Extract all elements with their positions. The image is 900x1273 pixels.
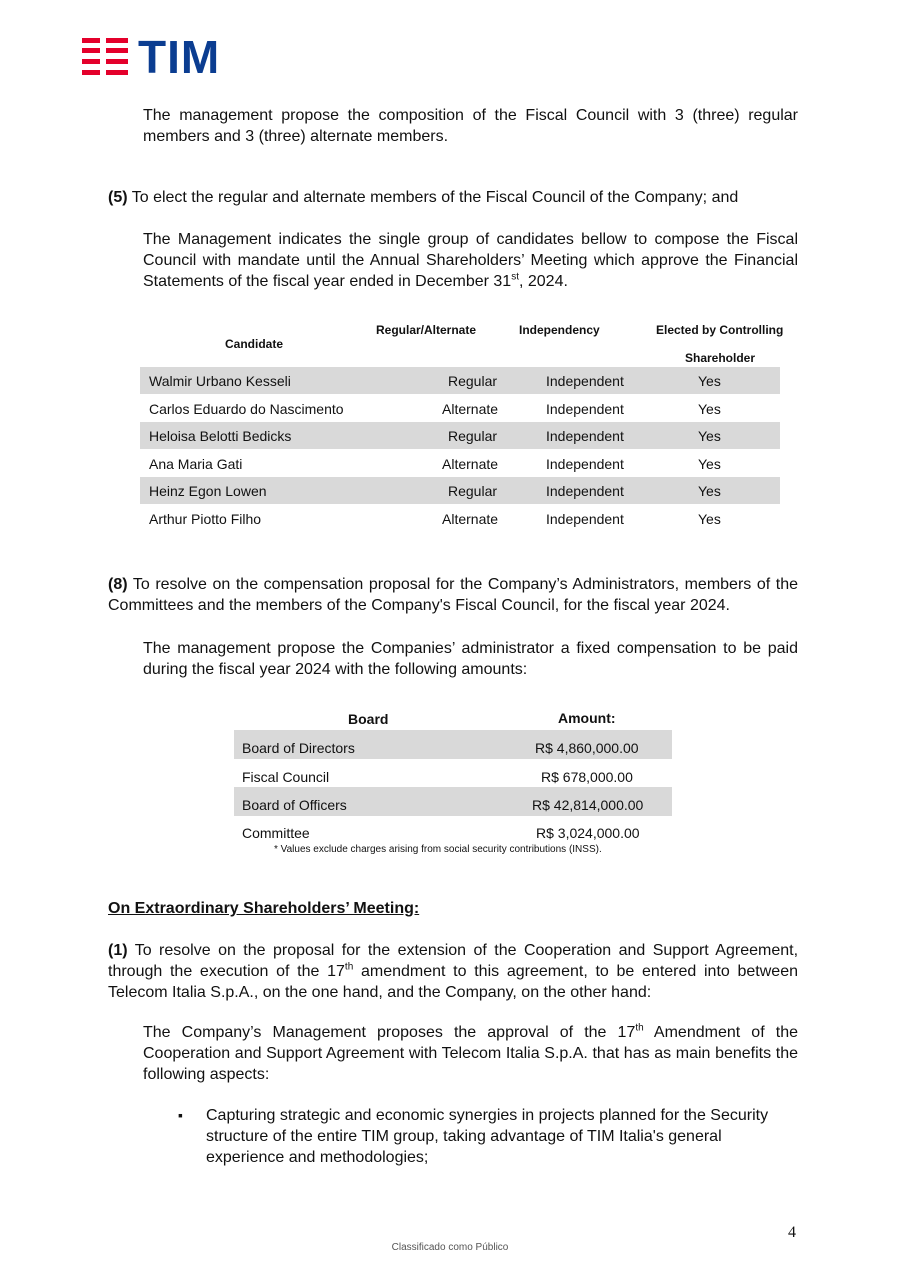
section-heading: On Extraordinary Shareholders’ Meeting: [108,900,420,917]
paragraph-amendment [143,1022,798,1085]
cell-board: Fiscal Council [242,769,330,785]
cell-type: Alternate [442,511,499,527]
header-elected-1: Elected by Controlling [656,323,784,337]
cell-independency: Independent [546,483,624,499]
table-row [140,422,780,449]
header-board: Board [348,711,389,727]
item-text: To resolve on the proposal for the extension of the Cooperation and Support Agreement, through the execution of the 17 [108,942,799,980]
table-row [234,787,672,816]
page-number: 4 [788,1224,796,1241]
header-candidate: Candidate [225,337,284,351]
cell-type: Alternate [442,456,499,472]
superscript: th [635,1022,644,1034]
paragraph-text: Amendment of the Cooperation and Support Agreement with Telecom Italia S.p.A. that has as main benefits the following aspects: [143,1024,798,1083]
cell-elected: Yes [698,428,721,444]
item-text: To elect the regular and alternate members of the Fiscal Council of the Company; and [131,189,739,206]
paragraph-text: The Company’s Management proposes the approval of the 17 [143,1024,636,1041]
cell-independency: Independent [546,373,624,389]
cell-type: Regular [448,483,498,499]
bullet-marker: ▪ [178,1107,183,1123]
cell-elected: Yes [698,401,721,417]
cell-board: Board of Directors [242,740,355,756]
cell-elected: Yes [698,456,721,472]
table-row [234,730,672,759]
cell-amount: R$ 678,000.00 [541,769,633,785]
cell-type: Regular [448,373,498,389]
table-row [234,759,672,788]
item-1 [108,940,798,1003]
logo-bar [106,70,128,75]
table-row [140,505,780,532]
header-amount: Amount: [558,710,616,726]
header-regular-alternate: Regular/Alternate [376,323,477,337]
cell-amount: R$ 4,860,000.00 [535,740,639,756]
paragraph-fiscal-composition: The management propose the composition of the Fiscal Council with 3 (three) regular members and 3 (three) alternate members. [143,107,798,145]
item-8 [108,574,798,616]
paragraph-candidates [143,229,798,292]
table-row [140,367,780,394]
table-row [234,815,672,844]
cell-elected: Yes [698,511,721,527]
cell-elected: Yes [698,483,721,499]
table-row [140,395,780,422]
cell-elected: Yes [698,373,721,389]
item-number: (5) [108,189,128,206]
item-text: To resolve on the compensation proposal for the Company’s Administrators, members of the Committees and the members of the Company's Fiscal Council, for the fiscal year 2024. [108,576,799,614]
header-independency: Independency [519,323,600,337]
paragraph-compensation: The management propose the Companies’ administrator a fixed compensation to be paid during the fiscal year 2024 with the following amounts: [143,640,798,678]
superscript: th [344,961,354,973]
header-elected-2: Shareholder [685,351,756,365]
cell-type: Regular [448,428,498,444]
item-number: (8) [108,576,128,593]
cell-name: Carlos Eduardo do Nascimento [149,401,344,417]
item-text: amendment to this agreement, to be entered into between Telecom Italia S.p.A., on the one hand, and the Company, on the other hand: [108,963,799,1001]
logo-bar [82,48,100,53]
paragraph-text: The Management indicates the single group of candidates bellow to compose the Fiscal Council with mandate until the Annual Shareholders’ Meeting which approve the Financial Statements of the fiscal year ended in December 31 [143,231,798,290]
cell-board: Board of Officers [242,797,347,813]
logo-text: TIM [138,31,221,83]
cell-type: Alternate [442,401,499,417]
bullet-item: Capturing strategic and economic synergies in projects planned for the Security structure of the entire TIM group, taking advantage of TIM Italia's general experience and methodologies; [206,1107,769,1166]
tim-logo [82,31,232,83]
classification-footer: Classificado como Público [391,1242,509,1253]
logo-bar [82,59,100,64]
logo-bar [106,38,128,43]
cell-amount: R$ 3,024,000.00 [536,825,640,841]
cell-independency: Independent [546,511,624,527]
logo-bar [106,48,128,53]
cell-board: Committee [242,825,310,841]
item-5 [108,187,798,208]
cell-name: Heinz Egon Lowen [149,483,267,499]
cell-name: Heloisa Belotti Bedicks [149,428,292,444]
logo-bar [106,59,128,64]
table-footnote: * Values exclude charges arising from social security contributions (INSS). [274,844,602,855]
logo-bar [82,70,100,75]
cell-amount: R$ 42,814,000.00 [532,797,644,813]
cell-name: Ana Maria Gati [149,456,243,472]
cell-independency: Independent [546,456,624,472]
cell-independency: Independent [546,401,624,417]
logo-bar [82,38,100,43]
table-row [140,477,780,504]
item-number: (1) [108,942,128,959]
cell-name: Arthur Piotto Filho [149,511,262,527]
paragraph-text: , 2024. [518,273,568,290]
cell-independency: Independent [546,428,624,444]
cell-name: Walmir Urbano Kesseli [149,373,291,389]
table-row [140,450,780,477]
superscript: st [511,271,519,283]
